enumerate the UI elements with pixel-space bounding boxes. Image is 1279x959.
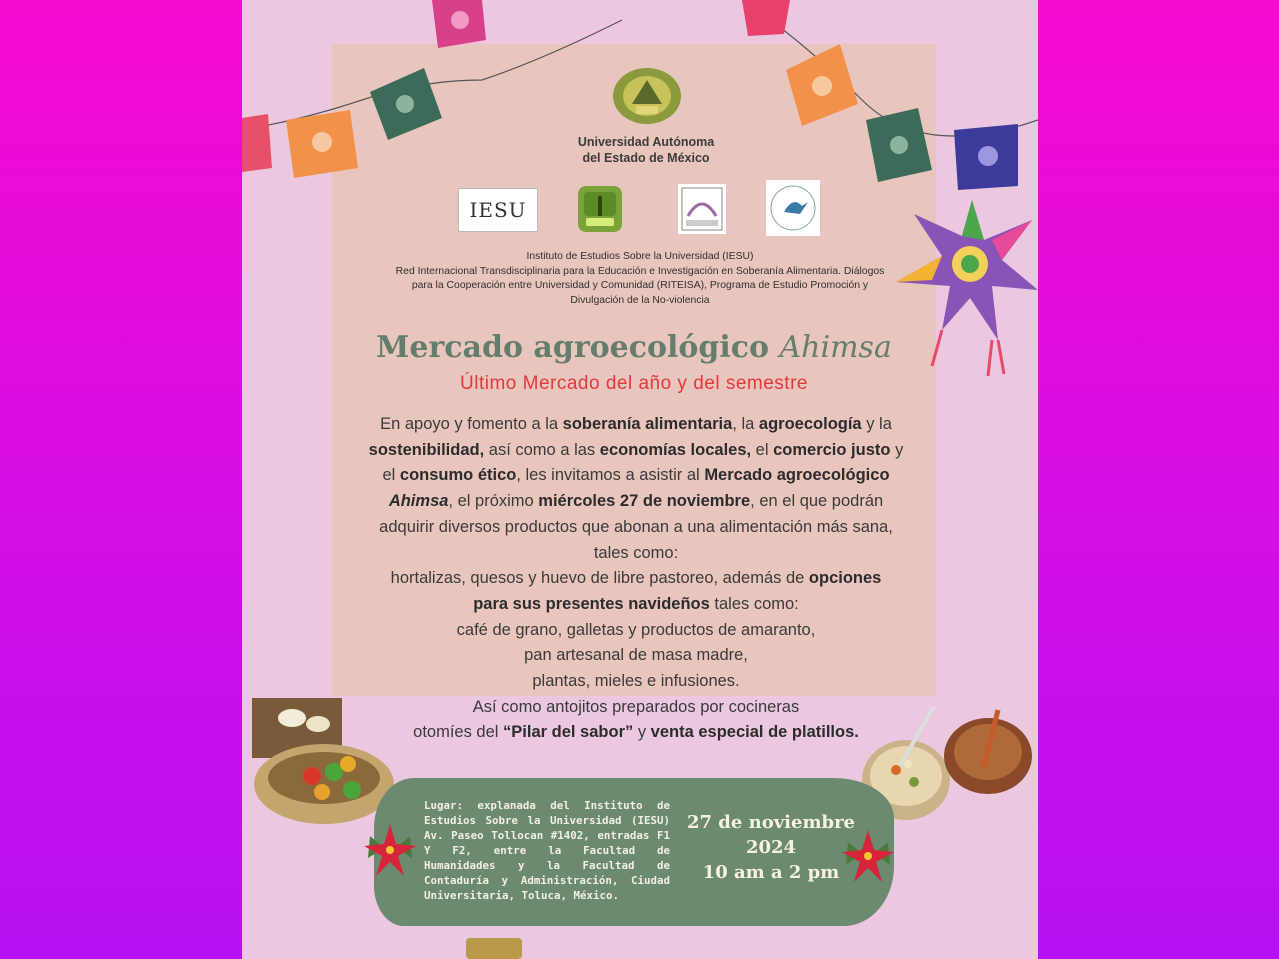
- ahimsa-logo: [766, 180, 820, 236]
- organizer-line: Divulgación de la No-violencia: [570, 294, 710, 306]
- university-name: [560, 134, 732, 166]
- partner-logos: [242, 180, 1038, 236]
- iesu-logo: IESU: [458, 188, 538, 232]
- event-year: 2024: [745, 837, 797, 858]
- event-title-italic: Ahimsa: [779, 330, 892, 365]
- organizer-line: Instituto de Estudios Sobre la Universidad (IESU): [526, 251, 754, 262]
- organizers-text: [374, 250, 906, 308]
- organizer-line: para la Cooperación entre Universidad y Comunidad (RITEISA), Programa de Estudio Promoción y: [411, 280, 869, 291]
- riteisa-logo: [578, 186, 622, 232]
- event-title: [332, 330, 936, 365]
- noviolencia-logo: [678, 184, 726, 234]
- event-title-main: Mercado agroecológico: [376, 330, 770, 365]
- bottom-decoration: [466, 934, 526, 959]
- event-schedule: [686, 810, 856, 885]
- event-date: 27 de noviembre: [686, 812, 856, 833]
- poinsettia-left-decoration: [360, 818, 420, 888]
- event-description: En apoyo y fomento a la soberanía alimentaria, la agroecología y la sostenibilidad, así como a las economías locales, el comercio justo y el consumo ético, les invitamos a asistir al Mercado agroecológico Ahimsa, el próximo miércoles 27 de noviembre, en el que podrán adquirir diversos productos que abonan a una alimentación más sana, tales como: hortalizas, quesos y huevo de libre pastoreo, además de opciones para sus presentes navideños tales como: café de grano, galletas y productos de amaranto, pan artesanal de masa madre, plantas, mieles e infusiones. Así como antojitos preparados por cocineras otomíes del “Pilar del sabor” y venta especial de platillos.: [368, 415, 904, 742]
- event-time: 10 am a 2 pm: [702, 862, 840, 883]
- university-name-line1: Universidad Autónoma: [577, 135, 715, 149]
- university-name-line2: del Estado de México: [582, 151, 710, 165]
- event-subtitle: Último Mercado del año y del semestre: [460, 373, 808, 394]
- uaem-seal-logo: [610, 64, 684, 128]
- organizer-line: Red Internacional Transdisciplinaria para la Educación e Investigación en Soberanía Alimentaria. Diálogos: [395, 265, 885, 277]
- location-text: Lugar: explanada del Instituto de Estudios Sobre la Universidad (IESU) Av. Paseo Tollocan #1402, entradas F1 Y F2, entre la Facultad de Humanidades y la Facultad de Contaduría y Administración, Ciudad Universitaria, Toluca, México.: [424, 799, 670, 902]
- event-poster: [242, 0, 1038, 959]
